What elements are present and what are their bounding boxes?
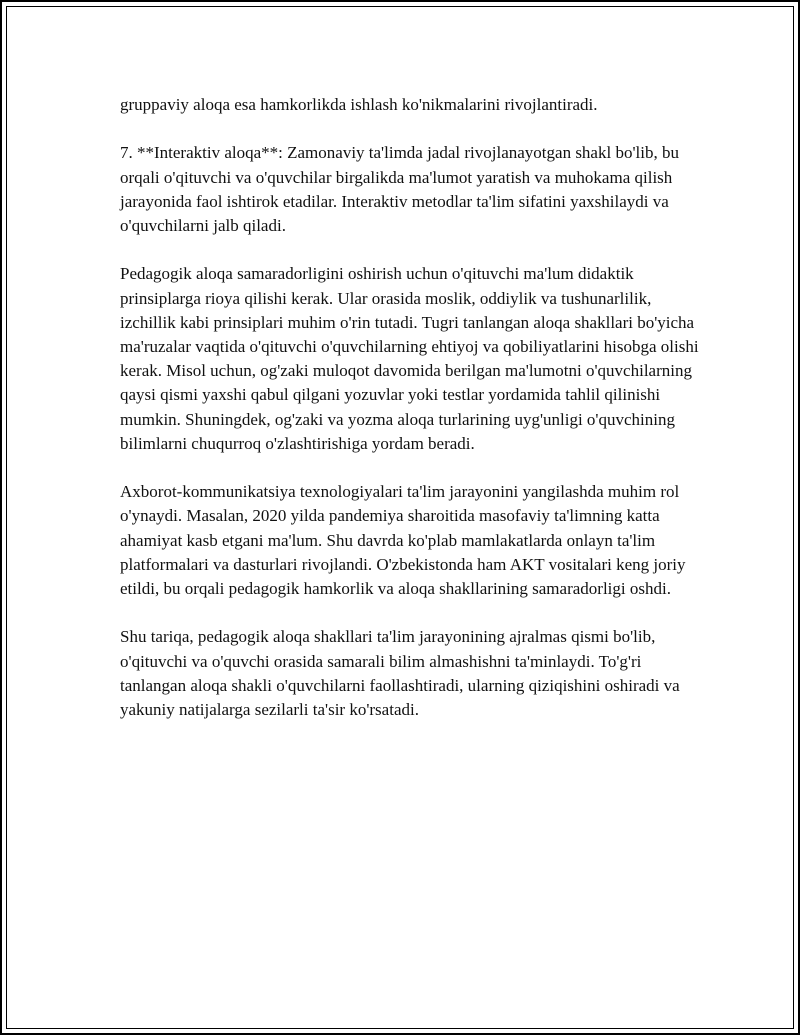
paragraph-didactic-principles: Pedagogik aloqa samaradorligini oshirish uchun o'qituvchi ma'lum didaktik prinsiplarga rioya qilishi kerak. Ular orasida moslik, oddiylik va tushunarlilik, izchillik kabi prinsiplari muhim o'rin tutadi. Tugri tanlangan aloqa shakllari bo'yicha ma'ruzalar vaqtida o'qituvchi o'quvchilarning ehtiyoj va qobiliyatlarini hisobga olishi kerak. Misol uchun, og'zaki muloqot davomida berilgan ma'lumotni o'quvchilarning qaysi qismi yaxshi qabul qilgani yozuvlar yoki testlar yordamida tahlil qilinishi mumkin. Shuningdek, og'zaki va yozma aloqa turlarining uyg'unligi o'quvchining bilimlarni chuqurroq o'zlashtirishiga yordam beradi. bbox=[120, 264, 699, 453]
document-body bbox=[120, 93, 705, 746]
paragraph-continuation: gruppaviy aloqa esa hamkorlikda ishlash ko'nikmalarini rivojlantiradi. bbox=[120, 95, 598, 114]
paragraph-ict-technologies: Axborot-kommunikatsiya texnologiyalari ta'lim jarayonini yangilashda muhim rol o'ynaydi. Masalan, 2020 yilda pandemiya sharoitida masofaviy ta'limning katta ahamiyat kasb etgani ma'lum. Shu davrda ko'plab mamlakatlarda onlayn ta'lim platformalari va dasturlari rivojlandi. O'zbekistonda ham AKT vositalari keng joriy etildi, bu orqali pedagogik hamkorlik va aloqa shakllarining samaradorligi oshdi. bbox=[120, 482, 686, 599]
paragraph-interactive-communication: 7. **Interaktiv aloqa**: Zamonaviy ta'limda jadal rivojlanayotgan shakl bo'lib, bu orqali o'qituvchi va o'quvchilar birgalikda ma'lumot yaratish va muhokama qilish jarayonida faol ishtirok etadilar. Interaktiv metodlar ta'lim sifatini yaxshilaydi va o'quvchilarni jalb qiladi. bbox=[120, 143, 679, 235]
paragraph-conclusion: Shu tariqa, pedagogik aloqa shakllari ta'lim jarayonining ajralmas qismi bo'lib, o'qituvchi va o'quvchi orasida samarali bilim almashishni ta'minlaydi. To'g'ri tanlangan aloqa shakli o'quvchilarni faollashtiradi, ularning qiziqishini oshiradi va yakuniy natijalarga sezilarli ta'sir ko'rsatadi. bbox=[120, 627, 680, 720]
